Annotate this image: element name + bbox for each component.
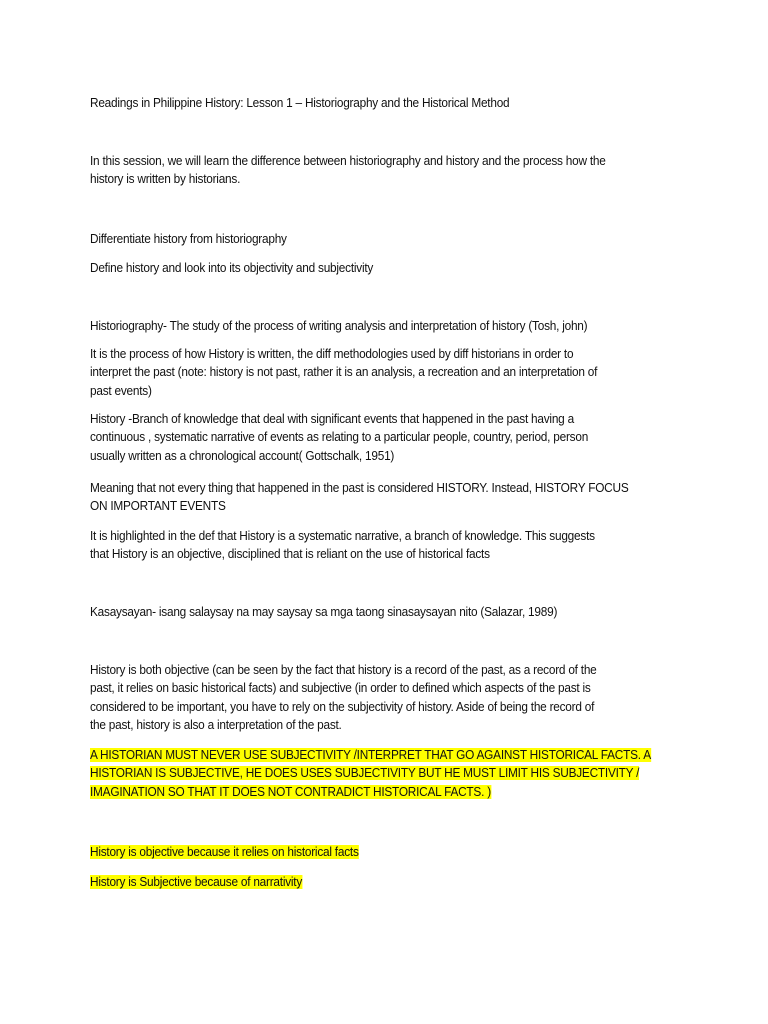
- highlighted-line: IMAGINATION SO THAT IT DOES NOT CONTRADICT HISTORICAL FACTS. ): [90, 784, 491, 799]
- highlighted-line: History is objective because it relies on historical facts: [90, 845, 359, 859]
- paragraph-line: usually written as a chronological account( Gottschalk, 1951): [90, 448, 395, 463]
- paragraph-line: considered to be important, you have to rely on the subjectivity of history. Aside of being the record of: [90, 699, 595, 714]
- intro-line: In this session, we will learn the difference between historiography and history and the process how the: [90, 154, 606, 168]
- history-subjective-highlighted: [90, 873, 654, 891]
- meaning-paragraph: [90, 479, 654, 516]
- paragraph-line: past, it relies on basic historical facts) and subjective (in order to defined which aspects of the past is: [90, 681, 591, 696]
- objective-differentiate: [90, 230, 654, 248]
- historian-note-highlighted: [90, 746, 654, 801]
- historiography-definition: [90, 317, 654, 335]
- intro-paragraph: [90, 152, 654, 189]
- objective-line: Differentiate history from historiography: [90, 232, 287, 246]
- paragraph-line: It is the process of how History is written, the diff methodologies used by diff historians in order to: [90, 347, 574, 361]
- highlighted-definition-paragraph: [90, 527, 654, 564]
- intro-line: history is written by historians.: [90, 172, 241, 187]
- history-objective-highlighted: [90, 843, 654, 861]
- history-definition: [90, 410, 654, 465]
- paragraph-line: History -Branch of knowledge that deal with significant events that happened in the past having a: [90, 412, 574, 426]
- historiography-process: [90, 345, 654, 400]
- paragraph-line: It is highlighted in the def that History is a systematic narrative, a branch of knowledge. This suggests: [90, 529, 595, 543]
- paragraph-line: Meaning that not every thing that happened in the past is considered HISTORY. Instead, HISTORY FOCUS: [90, 481, 629, 495]
- highlighted-line: A HISTORIAN MUST NEVER USE SUBJECTIVITY /INTERPRET THAT GO AGAINST HISTORICAL FACTS. A: [90, 748, 651, 762]
- lesson-title: [90, 94, 654, 112]
- paragraph-line: Kasaysayan- isang salaysay na may saysay sa mga taong sinasaysayan nito (Salazar, 1989): [90, 605, 558, 619]
- objective-define: [90, 259, 654, 277]
- paragraph-line: continuous , systematic narrative of events as relating to a particular people, country, period, person: [90, 430, 589, 445]
- highlighted-line: HISTORIAN IS SUBJECTIVE, HE DOES USES SUBJECTIVITY BUT HE MUST LIMIT HIS SUBJECTIVITY /: [90, 766, 640, 781]
- paragraph-line: the past, history is also a interpretation of the past.: [90, 718, 342, 733]
- highlighted-line: History is Subjective because of narrativity: [90, 875, 303, 889]
- paragraph-line: History is both objective (can be seen by the fact that history is a record of the past, as a record of the: [90, 663, 597, 677]
- paragraph-line: interpret the past (note: history is not past, rather it is an analysis, a recreation and an interpretation of: [90, 365, 598, 380]
- kasaysayan-definition: [90, 603, 654, 621]
- paragraph-line: past events): [90, 383, 152, 398]
- objective-subjective-paragraph: [90, 661, 654, 735]
- paragraph-line: ON IMPORTANT EVENTS: [90, 499, 226, 514]
- paragraph-line: that History is an objective, disciplined that is reliant on the use of historical facts: [90, 547, 490, 562]
- objective-line: Define history and look into its objectivity and subjectivity: [90, 261, 374, 275]
- title-line: Readings in Philippine History: Lesson 1 – Historiography and the Historical Method: [90, 96, 510, 110]
- definition-line: Historiography- The study of the process of writing analysis and interpretation of history (Tosh, john): [90, 319, 588, 333]
